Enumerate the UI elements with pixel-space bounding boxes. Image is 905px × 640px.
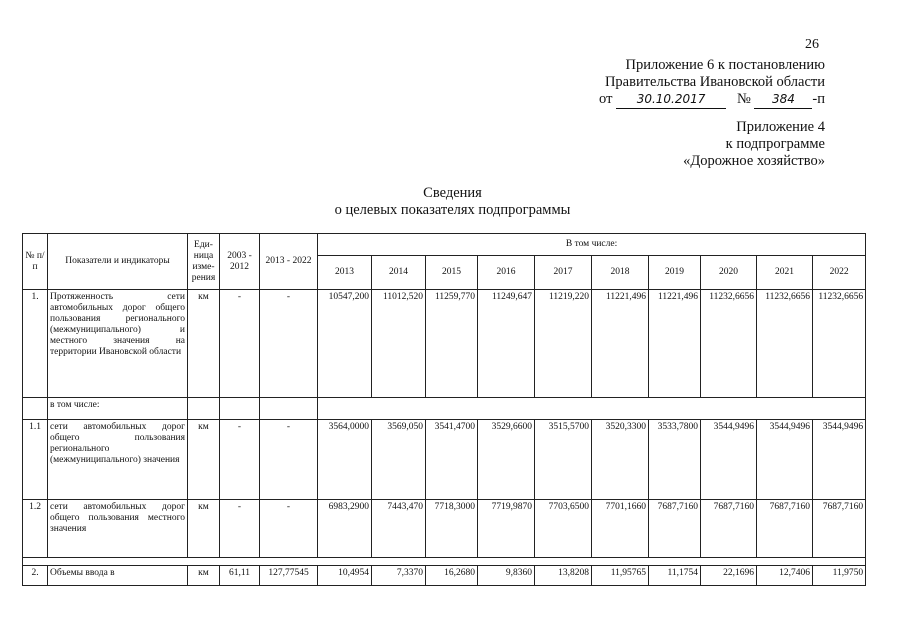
header-year: 2022 (813, 256, 866, 290)
appendix-4-header (683, 119, 825, 170)
row-value: 3520,3300 (592, 420, 649, 500)
from-label: от (599, 91, 613, 107)
header-year: 2014 (372, 256, 426, 290)
row-value: 7719,9870 (478, 500, 535, 558)
row-value: 11221,496 (592, 290, 649, 398)
header-including: В том числе: (318, 234, 866, 256)
row-indicator: Объемы ввода в (48, 566, 188, 586)
header-year: 2019 (649, 256, 701, 290)
row-num: 1.2 (23, 500, 48, 558)
appendix-6-header (599, 57, 825, 109)
subheader-row (23, 398, 866, 420)
table-row (23, 290, 866, 398)
appendix-6-line1: Приложение 6 к постановлению (625, 57, 825, 73)
row-value: 7,3370 (372, 566, 426, 586)
row-value: 16,2680 (426, 566, 478, 586)
separator-row (23, 558, 866, 566)
row-value: 3541,4700 (426, 420, 478, 500)
row-value: 11232,6656 (757, 290, 813, 398)
row-value: 11259,770 (426, 290, 478, 398)
row-value: 10,4954 (318, 566, 372, 586)
row-indicator: Протяженность сети автомобильных дорог общего пользования регионального (межмуниципального) и местного значения на территории Ивановской области (48, 290, 188, 398)
decree-date: 30.10.2017 (616, 91, 726, 109)
table-row (23, 566, 866, 586)
row-unit: км (188, 290, 220, 398)
row-value: 11,95765 (592, 566, 649, 586)
row-p1: - (220, 500, 260, 558)
appendix-6-line2: Правительства Ивановской области (604, 74, 825, 90)
row-p1: - (220, 420, 260, 500)
row-p2: - (260, 290, 318, 398)
row-value: 3544,9496 (813, 420, 866, 500)
row-p1: - (220, 290, 260, 398)
row-value: 7718,3000 (426, 500, 478, 558)
header-indicator: Показатели и индикаторы (48, 234, 188, 290)
header-year: 2015 (426, 256, 478, 290)
row-value: 22,1696 (701, 566, 757, 586)
row-value: 11221,496 (649, 290, 701, 398)
row-value: 11219,220 (535, 290, 592, 398)
row-value: 13,8208 (535, 566, 592, 586)
row-value: 11,9750 (813, 566, 866, 586)
header-year: 2016 (478, 256, 535, 290)
row-num: 1.1 (23, 420, 48, 500)
header-period-2003-2012: 2003 - 2012 (220, 234, 260, 290)
row-value: 3529,6600 (478, 420, 535, 500)
row-unit: км (188, 500, 220, 558)
document-title (0, 185, 905, 219)
row-num: 2. (23, 566, 48, 586)
row-value: 3564,0000 (318, 420, 372, 500)
header-num: № п/п (23, 234, 48, 290)
header-year: 2017 (535, 256, 592, 290)
row-indicator: сети автомобильных дорог общего пользования регионального (межмуниципального) значения (48, 420, 188, 500)
appendix-6-line3 (599, 91, 825, 109)
row-value: 11232,6656 (813, 290, 866, 398)
row-value: 7687,7160 (757, 500, 813, 558)
row-value: 6983,2900 (318, 500, 372, 558)
row-num: 1. (23, 290, 48, 398)
number-label: № (736, 91, 751, 107)
row-value: 10547,200 (318, 290, 372, 398)
row-value: 11,1754 (649, 566, 701, 586)
row-indicator: сети автомобильных дорог общего пользования местного значения (48, 500, 188, 558)
header-year: 2018 (592, 256, 649, 290)
row-value: 11249,647 (478, 290, 535, 398)
appendix-4-line1: Приложение 4 (736, 119, 825, 135)
row-p2: - (260, 420, 318, 500)
table-row (23, 420, 866, 500)
page-number: 26 (805, 37, 819, 52)
row-value: 11232,6656 (701, 290, 757, 398)
row-unit: км (188, 566, 220, 586)
subheader-label: в том числе: (48, 398, 188, 420)
header-year: 2021 (757, 256, 813, 290)
row-value: 7687,7160 (701, 500, 757, 558)
row-value: 3544,9496 (757, 420, 813, 500)
number-suffix: -п (812, 91, 825, 107)
row-value: 7443,470 (372, 500, 426, 558)
header-year: 2020 (701, 256, 757, 290)
header-period-2013-2022: 2013 - 2022 (260, 234, 318, 290)
row-value: 3533,7800 (649, 420, 701, 500)
title-line1: Сведения (423, 185, 482, 201)
appendix-4-line2: к подпрограмме (725, 136, 825, 152)
row-value: 7701,1660 (592, 500, 649, 558)
row-value: 9,8360 (478, 566, 535, 586)
decree-number: 384 (754, 91, 812, 109)
row-p1: 61,11 (220, 566, 260, 586)
title-line2: о целевых показателях подпрограммы (334, 202, 571, 218)
row-p2: - (260, 500, 318, 558)
row-value: 7687,7160 (649, 500, 701, 558)
header-year: 2013 (318, 256, 372, 290)
row-value: 7687,7160 (813, 500, 866, 558)
indicators-table (22, 233, 866, 586)
row-value: 3515,5700 (535, 420, 592, 500)
row-value: 11012,520 (372, 290, 426, 398)
row-p2: 127,77545 (260, 566, 318, 586)
row-value: 7703,6500 (535, 500, 592, 558)
row-value: 12,7406 (757, 566, 813, 586)
appendix-4-line3: «Дорожное хозяйство» (683, 153, 825, 169)
row-unit: км (188, 420, 220, 500)
row-value: 3544,9496 (701, 420, 757, 500)
table-row (23, 500, 866, 558)
header-unit: Еди-ница изме-рения (188, 234, 220, 290)
row-value: 3569,050 (372, 420, 426, 500)
